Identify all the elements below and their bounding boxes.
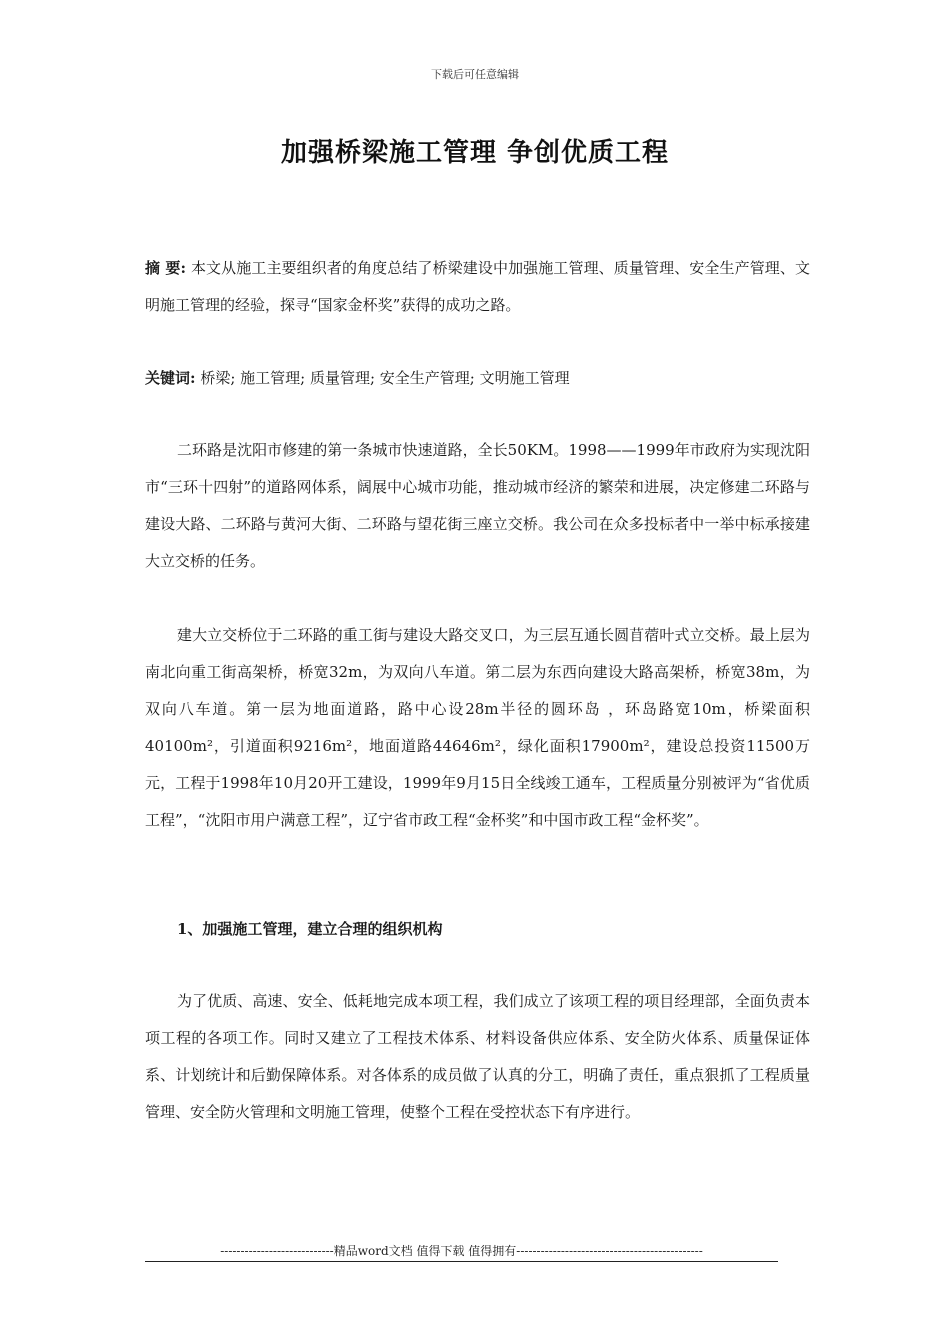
keywords-label: 关键词: — [145, 369, 196, 387]
keywords-paragraph — [145, 360, 810, 397]
abstract-label: 摘 要: — [145, 259, 187, 277]
section-heading: 1、加强施工管理，建立合理的组织机构 — [177, 920, 443, 938]
footer-divider — [145, 1261, 778, 1262]
abstract-paragraph — [145, 250, 810, 324]
keywords-text: 桥梁; 施工管理; 质量管理; 安全生产管理; 文明施工管理 — [195, 369, 570, 387]
document-title: 加强桥梁施工管理 争创优质工程 — [280, 138, 670, 168]
body-paragraph-2: 建大立交桥位于二环路的重工街与建设大路交叉口，为三层互通长圆苜蓿叶式立交桥。最上层为南北向重工街高架桥，桥宽32m，为双向八车道。第二层为东西向建设大路高架桥，桥宽38m，为双向八车道。第一层为地面道路，路中心设28m半径的圆环岛 ，环岛路宽10m，桥梁面积40100m²，引道面积9216m²，地面道路44646m²，绿化面积17900m²，建设总投资11500万元，工程于1998年10月20开工建设，1999年9月15日全线竣工通车，工程质量分别被评为“省优质工程”，“沈阳市用户满意工程”，辽宁省市政工程“金杯奖”和中国市政工程“金杯奖”。 — [145, 626, 810, 829]
header-note: 下载后可任意编辑 — [431, 68, 519, 81]
body-paragraph-1: 二环路是沈阳市修建的第一条城市快速道路，全长50KM。1998——1999年市政府为实现沈阳市“三环十四射”的道路网体系，阔展中心城市功能，推动城市经济的繁荣和进展，决定修建二环路与建设大路、二环路与黄河大街、二环路与望花街三座立交桥。我公司在众多投标者中一举中标承接建大立交桥的任务。 — [145, 441, 810, 570]
footer-note: ----------------------------精品word文档 值得下载 值得拥有---------------------------------------------- — [220, 1244, 703, 1258]
body-paragraph-3: 为了优质、高速、安全、低耗地完成本项工程，我们成立了该项工程的项目经理部，全面负责本项工程的各项工作。同时又建立了工程技术体系、材料设备供应体系、安全防火体系、质量保证体系、计划统计和后勤保障体系。对各体系的成员做了认真的分工，明确了责任，重点狠抓了工程质量管理、安全防火管理和文明施工管理，使整个工程在受控状态下有序进行。 — [145, 992, 810, 1121]
abstract-text: 本文从施工主要组织者的角度总结了桥梁建设中加强施工管理、质量管理、安全生产管理、文明施工管理的经验，探寻“国家金杯奖”获得的成功之路。 — [145, 259, 811, 314]
